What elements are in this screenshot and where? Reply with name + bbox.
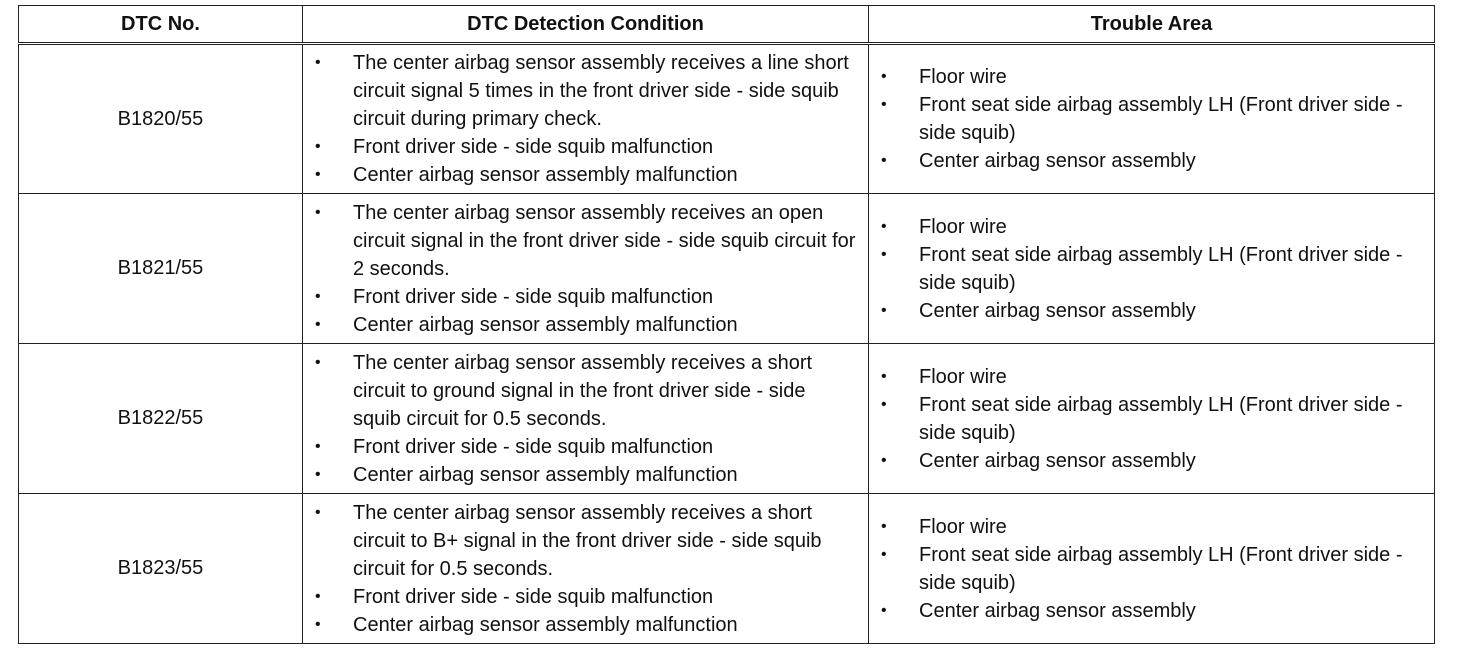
condition-list: [303, 499, 868, 639]
table-row: [19, 194, 1435, 344]
area-item: • Center airbag sensor assembly: [881, 297, 1424, 325]
header-trouble-area: Trouble Area: [869, 6, 1435, 44]
area-list: [869, 513, 1434, 625]
area-item: • Front seat side airbag assembly LH (Front driver side - side squib): [881, 241, 1424, 297]
table-header: [19, 6, 1435, 44]
condition-item: • Center airbag sensor assembly malfunction: [315, 161, 858, 189]
dtc-table: [18, 5, 1435, 644]
condition-item: • The center airbag sensor assembly receives a short circuit to B+ signal in the front driver side - side squib circuit for 0.5 seconds.: [315, 499, 858, 583]
condition-item: • Front driver side - side squib malfunction: [315, 583, 858, 611]
area-list: [869, 363, 1434, 475]
area-item: • Front seat side airbag assembly LH (Front driver side - side squib): [881, 541, 1424, 597]
detection-condition-cell: [303, 344, 869, 494]
condition-item: • The center airbag sensor assembly receives a short circuit to ground signal in the front driver side - side squib circuit for 0.5 seconds.: [315, 349, 858, 433]
header-dtc-no: DTC No.: [19, 6, 303, 44]
condition-item: • Front driver side - side squib malfunction: [315, 133, 858, 161]
area-item: • Floor wire: [881, 213, 1424, 241]
condition-list: [303, 199, 868, 339]
area-item: • Center airbag sensor assembly: [881, 447, 1424, 475]
condition-item: • The center airbag sensor assembly receives an open circuit signal in the front driver side - side squib circuit for 2 seconds.: [315, 199, 858, 283]
dtc-code: B1822/55: [19, 344, 303, 494]
area-item: • Center airbag sensor assembly: [881, 597, 1424, 625]
area-item: • Front seat side airbag assembly LH (Front driver side - side squib): [881, 391, 1424, 447]
area-list: [869, 213, 1434, 325]
trouble-area-cell: [869, 344, 1435, 494]
condition-item: • Center airbag sensor assembly malfunction: [315, 461, 858, 489]
condition-item: • The center airbag sensor assembly receives a line short circuit signal 5 times in the front driver side - side squib circuit during primary check.: [315, 49, 858, 133]
trouble-area-cell: [869, 494, 1435, 644]
condition-list: [303, 349, 868, 489]
condition-item: • Front driver side - side squib malfunction: [315, 283, 858, 311]
detection-condition-cell: [303, 194, 869, 344]
dtc-code: B1821/55: [19, 194, 303, 344]
dtc-code: B1820/55: [19, 44, 303, 194]
table-row: [19, 494, 1435, 644]
header-detection-condition: DTC Detection Condition: [303, 6, 869, 44]
trouble-area-cell: [869, 194, 1435, 344]
area-list: [869, 63, 1434, 175]
detection-condition-cell: [303, 44, 869, 194]
condition-list: [303, 49, 868, 189]
area-item: • Floor wire: [881, 63, 1424, 91]
table-body: [19, 44, 1435, 644]
condition-item: • Center airbag sensor assembly malfunction: [315, 611, 858, 639]
header-row: [19, 6, 1435, 44]
trouble-area-cell: [869, 44, 1435, 194]
dtc-code: B1823/55: [19, 494, 303, 644]
condition-item: • Center airbag sensor assembly malfunction: [315, 311, 858, 339]
table-row: [19, 44, 1435, 194]
detection-condition-cell: [303, 494, 869, 644]
table-row: [19, 344, 1435, 494]
condition-item: • Front driver side - side squib malfunction: [315, 433, 858, 461]
area-item: • Front seat side airbag assembly LH (Front driver side - side squib): [881, 91, 1424, 147]
area-item: • Center airbag sensor assembly: [881, 147, 1424, 175]
area-item: • Floor wire: [881, 513, 1424, 541]
area-item: • Floor wire: [881, 363, 1424, 391]
